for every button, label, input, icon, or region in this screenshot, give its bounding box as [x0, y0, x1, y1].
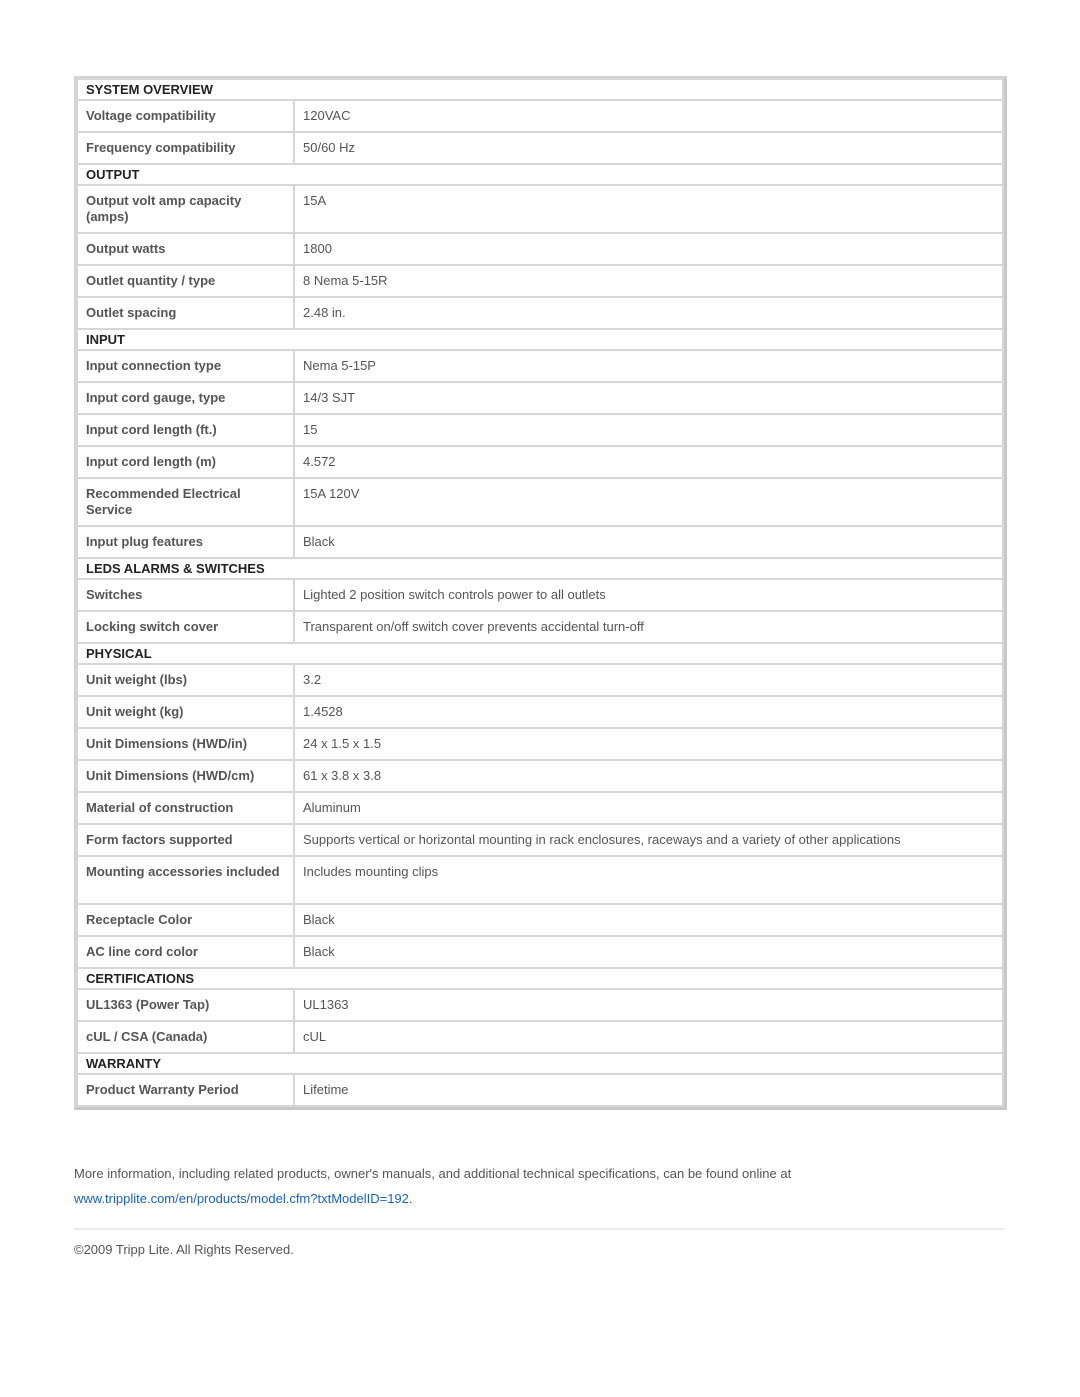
- spec-value: 15A 120V: [294, 478, 1003, 526]
- table-row: [77, 1021, 1003, 1053]
- section-title: LEDS ALARMS & SWITCHES: [77, 558, 1003, 579]
- section-header-warranty: [77, 1053, 1003, 1074]
- table-row: [77, 760, 1003, 792]
- spec-label: Unit Dimensions (HWD/cm): [77, 760, 294, 792]
- spec-label: Outlet quantity / type: [77, 265, 294, 297]
- spec-value: 3.2: [294, 664, 1003, 696]
- table-row: [77, 824, 1003, 856]
- table-row: [77, 478, 1003, 526]
- spec-label: Voltage compatibility: [77, 100, 294, 132]
- spec-label: Product Warranty Period: [77, 1074, 294, 1106]
- specifications-table: [76, 78, 1004, 1107]
- footer-divider: [74, 1228, 1004, 1230]
- section-header-input: [77, 329, 1003, 350]
- spec-value: cUL: [294, 1021, 1003, 1053]
- spec-label: Unit Dimensions (HWD/in): [77, 728, 294, 760]
- more-information-sentence: More information, including related products, owner's manuals, and additional technical specifications, can be found online at: [74, 1166, 792, 1181]
- table-row: [77, 856, 1003, 904]
- copyright-notice: ©2009 Tripp Lite. All Rights Reserved.: [74, 1242, 294, 1257]
- specifications-table-body: [77, 79, 1003, 1106]
- table-row: [77, 100, 1003, 132]
- spec-value: 15: [294, 414, 1003, 446]
- section-title: CERTIFICATIONS: [77, 968, 1003, 989]
- spec-value: Transparent on/off switch cover prevents accidental turn-off: [294, 611, 1003, 643]
- spec-label: Switches: [77, 579, 294, 611]
- spec-value: Black: [294, 526, 1003, 558]
- table-row: [77, 350, 1003, 382]
- spec-label: cUL / CSA (Canada): [77, 1021, 294, 1053]
- spec-label: Receptacle Color: [77, 904, 294, 936]
- table-row: [77, 414, 1003, 446]
- link-suffix: .: [408, 1191, 413, 1206]
- table-row: [77, 579, 1003, 611]
- section-title: SYSTEM OVERVIEW: [77, 79, 1003, 100]
- spec-value: 120VAC: [294, 100, 1003, 132]
- spec-label: Unit weight (kg): [77, 696, 294, 728]
- section-title: OUTPUT: [77, 164, 1003, 185]
- spec-value: Lighted 2 position switch controls power to all outlets: [294, 579, 1003, 611]
- spec-value: 61 x 3.8 x 3.8: [294, 760, 1003, 792]
- spec-value: Black: [294, 936, 1003, 968]
- spec-value: 15A: [294, 185, 1003, 233]
- spec-value: Lifetime: [294, 1074, 1003, 1106]
- section-header-output: [77, 164, 1003, 185]
- table-row: [77, 664, 1003, 696]
- spec-label: UL1363 (Power Tap): [77, 989, 294, 1021]
- section-header-leds-alarms-switches: [77, 558, 1003, 579]
- spec-value: Black: [294, 904, 1003, 936]
- spec-value: Nema 5-15P: [294, 350, 1003, 382]
- spec-value: 24 x 1.5 x 1.5: [294, 728, 1003, 760]
- table-row: [77, 792, 1003, 824]
- section-header-physical: [77, 643, 1003, 664]
- spec-value: 8 Nema 5-15R: [294, 265, 1003, 297]
- product-page-link[interactable]: www.tripplite.com/en/products/model.cfm?txtModelID=192: [74, 1191, 409, 1206]
- section-header-system-overview: [77, 79, 1003, 100]
- spec-value: 50/60 Hz: [294, 132, 1003, 164]
- table-row: [77, 611, 1003, 643]
- table-row: [77, 185, 1003, 233]
- spec-label: Frequency compatibility: [77, 132, 294, 164]
- section-title: WARRANTY: [77, 1053, 1003, 1074]
- table-row: [77, 904, 1003, 936]
- spec-label: Input cord gauge, type: [77, 382, 294, 414]
- table-row: [77, 526, 1003, 558]
- table-row: [77, 936, 1003, 968]
- spec-value: Supports vertical or horizontal mounting in rack enclosures, raceways and a variety of other applications: [294, 824, 1003, 856]
- table-row: [77, 1074, 1003, 1106]
- spec-label: Input plug features: [77, 526, 294, 558]
- table-row: [77, 132, 1003, 164]
- table-row: [77, 728, 1003, 760]
- spec-value: 1.4528: [294, 696, 1003, 728]
- specifications-table-container: [74, 76, 1007, 1110]
- table-row: [77, 446, 1003, 478]
- spec-label: Input cord length (m): [77, 446, 294, 478]
- spec-label: Material of construction: [77, 792, 294, 824]
- section-title: PHYSICAL: [77, 643, 1003, 664]
- spec-label: AC line cord color: [77, 936, 294, 968]
- section-header-certifications: [77, 968, 1003, 989]
- spec-value: 2.48 in.: [294, 297, 1003, 329]
- table-row: [77, 297, 1003, 329]
- spec-label: Output volt amp capacity (amps): [77, 185, 294, 233]
- spec-value: Aluminum: [294, 792, 1003, 824]
- spec-label: Output watts: [77, 233, 294, 265]
- spec-label: Mounting accessories included: [77, 856, 294, 904]
- spec-value: 1800: [294, 233, 1003, 265]
- table-row: [77, 696, 1003, 728]
- spec-value: UL1363: [294, 989, 1003, 1021]
- table-row: [77, 233, 1003, 265]
- spec-label: Recommended Electrical Service: [77, 478, 294, 526]
- spec-value: 14/3 SJT: [294, 382, 1003, 414]
- spec-label: Form factors supported: [77, 824, 294, 856]
- table-row: [77, 265, 1003, 297]
- spec-value: Includes mounting clips: [294, 856, 1003, 904]
- spec-value: 4.572: [294, 446, 1003, 478]
- section-title: INPUT: [77, 329, 1003, 350]
- table-row: [77, 989, 1003, 1021]
- table-row: [77, 382, 1003, 414]
- spec-label: Input cord length (ft.): [77, 414, 294, 446]
- spec-label: Outlet spacing: [77, 297, 294, 329]
- spec-label: Locking switch cover: [77, 611, 294, 643]
- more-information-text: [74, 1161, 1004, 1211]
- spec-label: Input connection type: [77, 350, 294, 382]
- spec-label: Unit weight (lbs): [77, 664, 294, 696]
